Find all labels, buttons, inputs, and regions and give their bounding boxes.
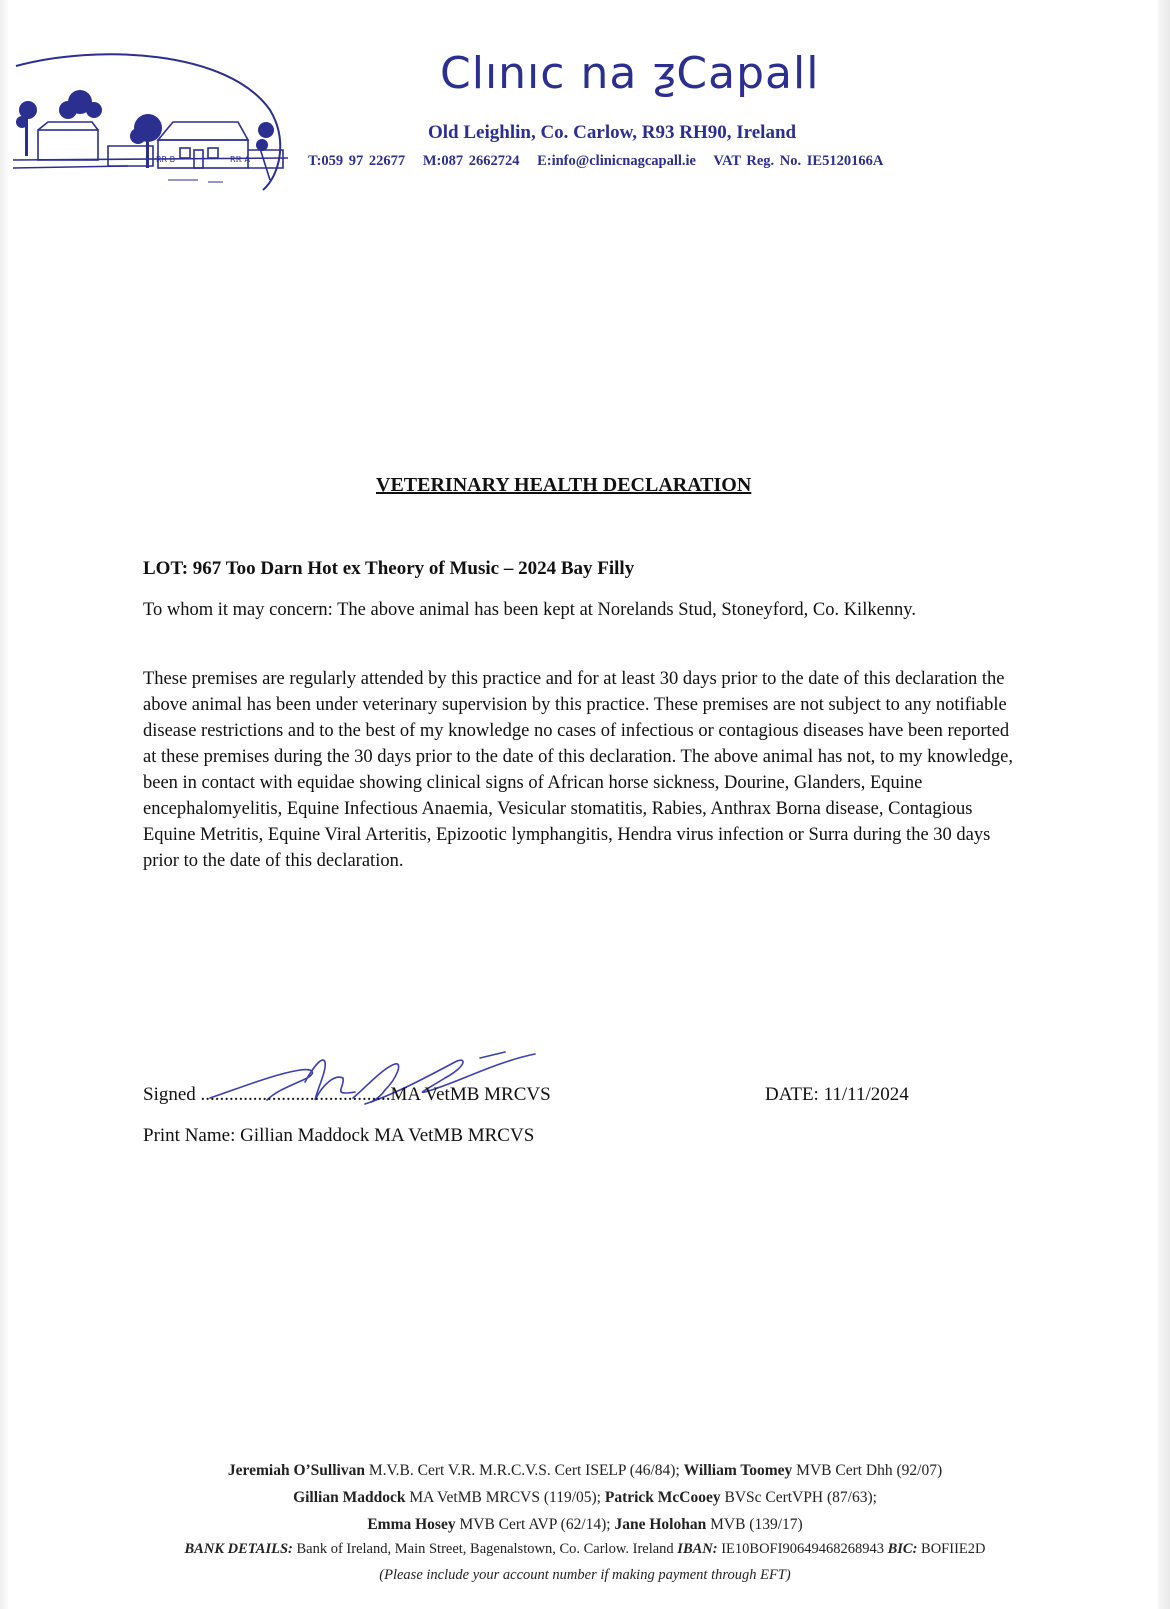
vet-name: William Toomey <box>683 1462 793 1479</box>
paragraph-declaration: These premises are regularly attended by this practice and for at least 30 days prior to the date of this declaration the above animal has been under veterinary supervision by this practice. These premises are not subject to any notifiable disease restrictions and to the best of my knowledge no cases of infectious or contagious diseases have been reported at these premises during the 30 days prior to the date of this declaration. The above animal has not, to my knowledge, been in contact with equidae showing clinical signs of African horse sickness, Dourine, Glanders, Equine encephalomyelitis, Equine Infectious Anaemia, Vesicular stomatitis, Rabies, Anthrax Borna disease, Contagious Equine Metritis, Equine Viral Arteritis, Epizootic lymphangitis, Hendra virus infection or Surra during the 30 days prior to the date of this declaration. <box>143 669 1013 871</box>
bank-label: BANK DETAILS: <box>184 1541 293 1557</box>
vet-name: Gillian Maddock <box>293 1489 406 1506</box>
page-edge-left <box>0 0 8 1609</box>
vet-quals: MVB Cert Dhh (92/07) <box>792 1462 943 1479</box>
lot-heading: LOT: 967 Too Darn Hot ex Theory of Music – 2024 Bay Filly <box>143 558 635 579</box>
vet-quals: MA VetMB MRCVS (119/05); <box>405 1489 605 1506</box>
footer-bank-details <box>0 1541 1170 1558</box>
signed-label: Signed <box>143 1084 196 1105</box>
footer-vets-line-3 <box>0 1516 1170 1534</box>
svg-text:Rℝ A: Rℝ A <box>230 155 250 164</box>
vet-quals: MVB Cert AVP (62/14); <box>455 1516 615 1533</box>
footer-vets-line-1 <box>0 1462 1170 1480</box>
clinic-contact-line <box>308 153 895 170</box>
vet-name: Jane Holohan <box>614 1516 707 1533</box>
iban-label: IBAN: <box>677 1541 718 1557</box>
clinic-vat: VAT Reg. No. IE5120166A <box>713 153 884 169</box>
signed-qualifications: MA VetMB MRCVS <box>390 1084 551 1105</box>
declaration-date: DATE: 11/11/2024 <box>765 1084 909 1105</box>
vet-name: Emma Hosey <box>367 1516 456 1533</box>
clinic-address: Old Leighlin, Co. Carlow, R93 RH90, Ireland <box>428 122 797 143</box>
signed-line <box>143 1084 551 1106</box>
bic-value: BOFIIE2D <box>917 1541 986 1557</box>
clinic-name: Clınıc na ƺCapall <box>440 48 820 99</box>
footer-payment-note: (Please include your account number if making payment through EFT) <box>379 1567 791 1583</box>
clinic-phone: T:059 97 22677 <box>308 153 406 169</box>
signed-dots: ........................................ <box>200 1084 391 1105</box>
print-name: Print Name: Gillian Maddock MA VetMB MRCVS <box>143 1125 535 1146</box>
bank-value: Bank of Ireland, Main Street, Bagenalstown, Co. Carlow. Ireland <box>292 1541 678 1557</box>
page-edge-right <box>1158 0 1170 1609</box>
bic-label: BIC: <box>887 1541 918 1557</box>
vet-name: Jeremiah O’Sullivan <box>227 1462 365 1479</box>
farmhouse-sketch-logo-icon <box>8 50 298 210</box>
clinic-email: E:info@clinicnagcapall.ie <box>537 153 696 169</box>
vet-name: Patrick McCooey <box>604 1489 721 1506</box>
clinic-mobile: M:087 2662724 <box>422 153 520 169</box>
svg-text:RR B: RR B <box>156 155 176 164</box>
paragraph-premises: To whom it may concern: The above animal has been kept at Norelands Stud, Stoneyford, Co. Kilkenny. <box>143 600 916 620</box>
vet-quals: M.V.B. Cert V.R. M.R.C.V.S. Cert ISELP (46/84); <box>364 1462 684 1479</box>
footer-vets-line-2 <box>0 1489 1170 1507</box>
iban-value: IE10BOFI90649468268943 <box>717 1541 888 1557</box>
vet-quals: BVSc CertVPH (87/63); <box>720 1489 877 1506</box>
document-title: VETERINARY HEALTH DECLARATION <box>376 474 752 496</box>
vet-quals: MVB (139/17) <box>706 1516 803 1533</box>
